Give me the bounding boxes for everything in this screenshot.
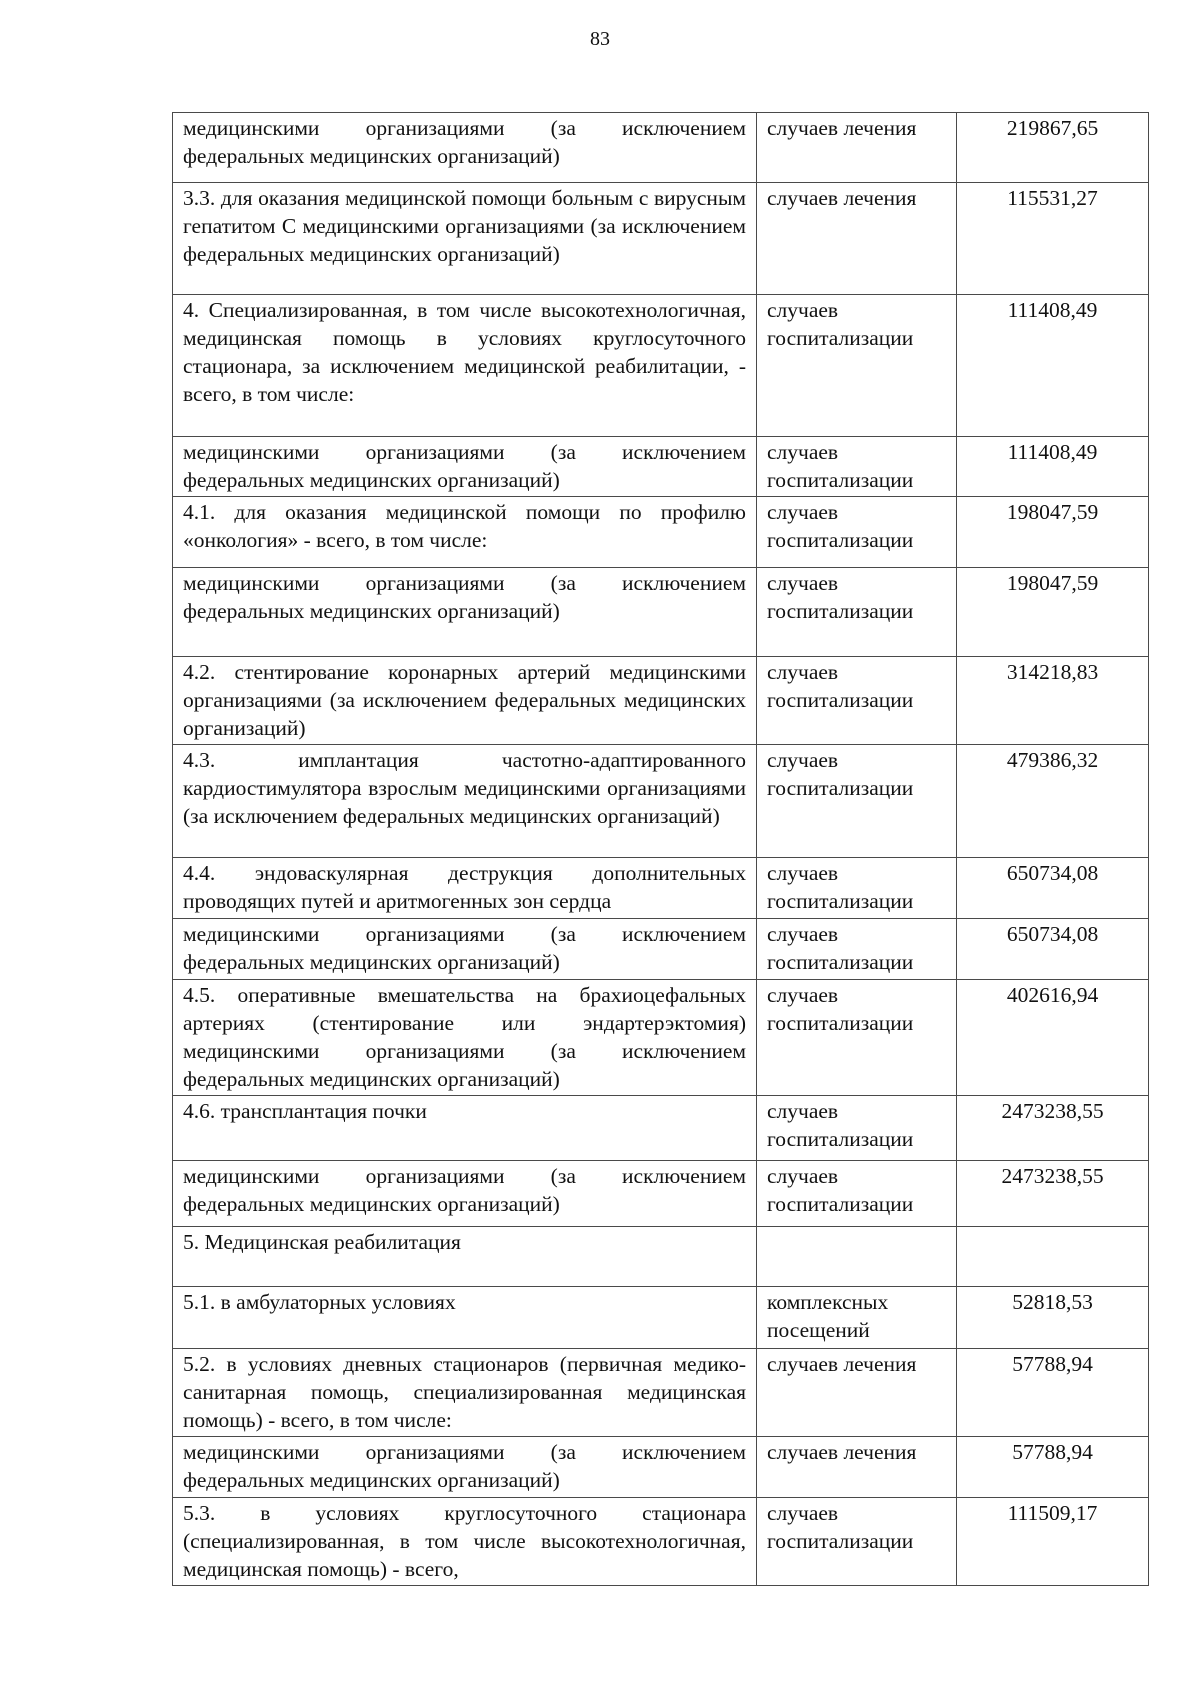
- row-unit: случаев лечения: [757, 1437, 957, 1498]
- table-row: [173, 1287, 1149, 1349]
- row-description: 4.6. трансплантация почки: [173, 1096, 757, 1161]
- row-description: 4.5. оперативные вмешательства на брахиоцефальных артериях (стентирование или эндартерэктомия) медицинскими организациями (за исключением федеральных медицинских организаций): [173, 980, 757, 1096]
- row-value: [957, 1227, 1149, 1287]
- row-value: 479386,32: [957, 745, 1149, 858]
- row-value: 650734,08: [957, 919, 1149, 980]
- table-row: [173, 657, 1149, 745]
- row-description: 4.1. для оказания медицинской помощи по профилю «онкология» - всего, в том числе:: [173, 497, 757, 568]
- row-description: 4.4. эндоваскулярная деструкция дополнительных проводящих путей и аритмогенных зон сердца: [173, 858, 757, 919]
- row-unit: случаев госпитализации: [757, 1096, 957, 1161]
- row-value: 650734,08: [957, 858, 1149, 919]
- row-value: 2473238,55: [957, 1096, 1149, 1161]
- row-unit: случаев госпитализации: [757, 1161, 957, 1227]
- row-value: 111408,49: [957, 437, 1149, 497]
- table-row: [173, 1349, 1149, 1437]
- table-row: [173, 568, 1149, 657]
- row-value: 52818,53: [957, 1287, 1149, 1349]
- row-unit: случаев госпитализации: [757, 497, 957, 568]
- row-unit: случаев госпитализации: [757, 980, 957, 1096]
- row-description: медицинскими организациями (за исключением федеральных медицинских организаций): [173, 437, 757, 497]
- table-row: [173, 113, 1149, 183]
- row-description: 5.2. в условиях дневных стационаров (первичная медико-санитарная помощь, специализированная медицинская помощь) - всего, в том числе:: [173, 1349, 757, 1437]
- row-value: 57788,94: [957, 1349, 1149, 1437]
- table-row: [173, 980, 1149, 1096]
- row-unit: случаев лечения: [757, 113, 957, 183]
- row-value: 115531,27: [957, 183, 1149, 295]
- table-row: [173, 1161, 1149, 1227]
- tariff-table: [172, 112, 1149, 1586]
- row-value: 198047,59: [957, 568, 1149, 657]
- row-description: 5. Медицинская реабилитация: [173, 1227, 757, 1287]
- row-description: медицинскими организациями (за исключением федеральных медицинских организаций): [173, 1161, 757, 1227]
- row-value: 219867,65: [957, 113, 1149, 183]
- row-unit: [757, 1227, 957, 1287]
- table-row: [173, 437, 1149, 497]
- row-unit: случаев госпитализации: [757, 295, 957, 437]
- row-value: 198047,59: [957, 497, 1149, 568]
- row-value: 111408,49: [957, 295, 1149, 437]
- row-unit: случаев госпитализации: [757, 657, 957, 745]
- row-description: 5.3. в условиях круглосуточного стационара (специализированная, в том числе высокотехнологичная, медицинская помощь) - всего,: [173, 1498, 757, 1586]
- row-description: медицинскими организациями (за исключением федеральных медицинских организаций): [173, 919, 757, 980]
- row-unit: случаев госпитализации: [757, 568, 957, 657]
- table-row: [173, 1227, 1149, 1287]
- row-description: медицинскими организациями (за исключением федеральных медицинских организаций): [173, 1437, 757, 1498]
- row-value: 57788,94: [957, 1437, 1149, 1498]
- row-value: 111509,17: [957, 1498, 1149, 1586]
- table-row: [173, 183, 1149, 295]
- table-row: [173, 1498, 1149, 1586]
- table-row: [173, 295, 1149, 437]
- row-unit: случаев госпитализации: [757, 919, 957, 980]
- row-value: 314218,83: [957, 657, 1149, 745]
- table-row: [173, 1096, 1149, 1161]
- row-unit: случаев госпитализации: [757, 1498, 957, 1586]
- row-unit: случаев лечения: [757, 1349, 957, 1437]
- row-description: 5.1. в амбулаторных условиях: [173, 1287, 757, 1349]
- row-unit: случаев госпитализации: [757, 745, 957, 858]
- row-description: 4. Специализированная, в том числе высокотехнологичная, медицинская помощь в условиях круглосуточного стационара, за исключением медицинской реабилитации, - всего, в том числе:: [173, 295, 757, 437]
- row-unit: случаев госпитализации: [757, 858, 957, 919]
- page-number: 83: [590, 28, 610, 50]
- row-description: 3.3. для оказания медицинской помощи больным с вирусным гепатитом С медицинскими организациями (за исключением федеральных медицинских организаций): [173, 183, 757, 295]
- table-row: [173, 745, 1149, 858]
- row-value: 402616,94: [957, 980, 1149, 1096]
- row-description: 4.2. стентирование коронарных артерий медицинскими организациями (за исключением федеральных медицинских организаций): [173, 657, 757, 745]
- row-unit: комплексных посещений: [757, 1287, 957, 1349]
- table-row: [173, 1437, 1149, 1498]
- row-unit: случаев госпитализации: [757, 437, 957, 497]
- row-value: 2473238,55: [957, 1161, 1149, 1227]
- row-unit: случаев лечения: [757, 183, 957, 295]
- row-description: 4.3. имплантация частотно-адаптированного кардиостимулятора взрослым медицинскими организациями (за исключением федеральных медицинских организаций): [173, 745, 757, 858]
- table-row: [173, 919, 1149, 980]
- row-description: медицинскими организациями (за исключением федеральных медицинских организаций): [173, 568, 757, 657]
- table-row: [173, 858, 1149, 919]
- table-row: [173, 497, 1149, 568]
- row-description: медицинскими организациями (за исключением федеральных медицинских организаций): [173, 113, 757, 183]
- table-body: [173, 113, 1149, 1586]
